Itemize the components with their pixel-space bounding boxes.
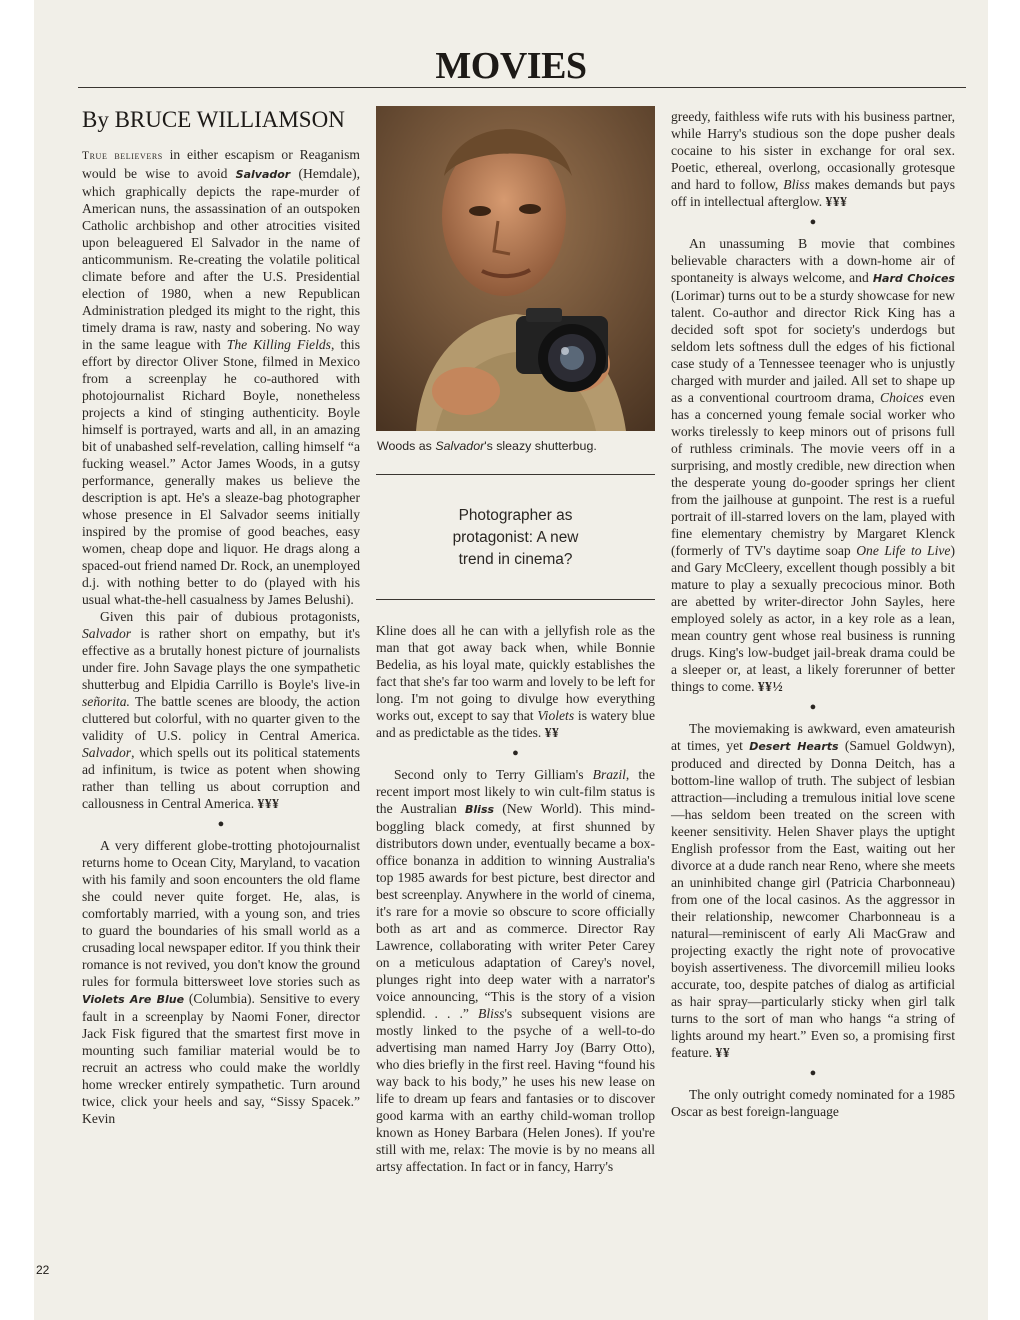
film-title-violets: Violets Are Blue (82, 993, 185, 1006)
magazine-page (34, 0, 988, 1320)
paragraph-violets (82, 837, 360, 1127)
paragraph-salvador-2 (82, 608, 360, 812)
text-run: , the recent import most likely to win cult-film status is the Australian (376, 767, 656, 816)
text-run: The battle scenes are bloody, the action cluttered but colorful, with no quarter given to the validity of U.S. policy in Central America. (82, 694, 360, 743)
section-separator: ● (809, 701, 817, 713)
photo-illustration (376, 106, 655, 431)
text-run: Given this pair of dubious protagonists, (100, 609, 360, 624)
film-title-italic: Bliss (783, 177, 810, 192)
rating-bliss: ¥¥¥ (825, 194, 848, 209)
title-rule (78, 87, 966, 88)
text-run: An unassuming B movie that combines believable characters with a down-home air of spontaneity is always welcome, and (671, 236, 955, 285)
paragraph-salvador-1 (82, 146, 360, 608)
section-title: MOVIES (435, 45, 587, 87)
lead-in: True believers (82, 150, 163, 162)
column-2 (376, 106, 655, 1175)
text-run: is watery blue and as predictable as the tides. (376, 708, 655, 740)
paragraph-violets-cont (376, 622, 655, 741)
text-run: Kline does all he can with a jellyfish role as the man that got away back when, while Bonnie Bedelia, as his loyal mate, quickly establishes the fact that she's far too warm and lovely to be left for long. I'm not going to divulge how everything works out, except to say that (376, 623, 655, 723)
text-run: greedy, faithless wife ruts with his business partner, while Harry's studious son the dope pusher deals cocaine to his sister in exchange for oral sex. Poetic, ethereal, overlong, occasionally grotesque and hard to follow, (671, 109, 955, 192)
section-separator: ● (217, 818, 225, 830)
film-title-italic: Choices (880, 390, 924, 405)
italic-word: señorita. (82, 694, 130, 709)
rating-desert-hearts: ¥¥ (715, 1045, 731, 1060)
paragraph-bliss (376, 766, 655, 1175)
film-title-italic: Violets (537, 708, 575, 723)
text-run: (New World). This mind-boggling black comedy, at first shunned by distributors down under, eventually became a box-office bonanza in addition to winning Australia's top 1985 awards for best picture, best director and best screenplay. Anywhere in the world of cinema, it's rare for a movie so obscure to score officially both as art and as commerce. Director Ray Lawrence, collaborating with writer Peter Carey on a meticulous adaptation of Carey's novel, plunges right into deep water with a narrator's voice announcing, “This is the story of a vision splendid. . . .” (376, 801, 656, 1021)
caption-text: Woods as (377, 439, 436, 453)
rating-violets: ¥¥ (544, 725, 560, 740)
text-run: 's subsequent visions are mostly linked to the psyche of a well-to-do advertising man named Harry Joy (Barry Otto), who dies briefly in the first reel. Having “found his way back to his body,” he uses his new lease on life to dream up fears and fantasies or to discover good karma with an earthy child-woman trollop known as Honey Barbara (Helen Jones). If you're still with me, relax: The movie is by no means all artsy affectation. In fact or in fancy, Harry's (376, 1006, 655, 1174)
byline: By BRUCE WILLIAMSON (82, 107, 345, 132)
film-title-italic: Bliss (478, 1006, 505, 1021)
text-run: A very different globe-trotting photojournalist returns home to Ocean City, Maryland, to vacation with his family and soon encounters the old flame she could never quite forget. He, alas, is comfortably married, with a young son, and tries to guard the boundaries of his small world as a crusading local newspaper editor. If you think their romance is not revived, you don't know the ground rules for formula bittersweet love stories such as (82, 838, 360, 989)
tv-title-italic: One Life to Live (856, 543, 951, 558)
caption-film: Salvador (435, 439, 485, 453)
film-title-salvador: Salvador (235, 168, 291, 181)
section-separator: ● (809, 216, 817, 228)
paragraph-hard-choices (671, 235, 955, 695)
text-run: even has a concerned young female social worker who works tirelessly to keep minors out of prisons full of ruthless criminals. The movie veers off in a surprising, and mostly credible, new direction when the desperate young do-gooder springs her client from the jailhouse at gunpoint. The rest is a rueful portrait of ill-starred lovers on the lam, played with fine elementary chemistry by Margaret Klenck (formerly of TV's daytime soap (671, 390, 955, 558)
text-run: Second only to Terry Gilliam's (394, 767, 593, 782)
caption-text: 's sleazy shutterbug. (484, 439, 597, 453)
paragraph-desert-hearts (671, 720, 955, 1061)
text-run: (Lorimar) turns out to be a sturdy showcase for new talent. Co-author and director Rick King has a decided soft spot for society's underdogs but seldom lets softness dull the edges of his fictional case study of a Tennessee teenager who is unjustly charged with murder and jailed. All set to shape up as a conventional courtroom drama, (671, 288, 955, 405)
text-run: , this effort by director Oliver Stone, filmed in Mexico from a screenplay he co-authored with photojournalist Richard Boyle, nonetheless projects a kind of stinging authenticity. Boyle himself is portrayed, warts and all, in an amazing bit of unabashed self-revelation, calling himself “a fucking weasel.” Actor James Woods, in a gutsy performance, generally makes us believe the description is apt. He's a sleaze-bag photographer whose presence in El Salvador seems initially inspired by the promise of good beaches, easy women, cheap dope and liquor. He drags along a spaced-out friend named Dr. Rock, an unemployed d.j. with nothing better to do (played with his usual what-the-hell casualness by James Belushi). (82, 337, 360, 607)
film-title-desert-hearts: Desert Hearts (749, 740, 839, 753)
photo-james-woods (376, 106, 655, 431)
text-run: in either escapism or Reaganism would be wise to avoid (82, 147, 360, 181)
rating-salvador: ¥¥¥ (257, 796, 280, 811)
text-run: , which spells out its political statements ad infinitum, is twice as potent when showing rather than telling us about corruption and callousness in Central America. (82, 745, 360, 811)
text-run: (Columbia). Sensitive to every fault in a screenplay by Naomi Foner, director Jack Fisk figured that the smartest first move in mounting such familiar material would be to recruit an actress who could make the worldly home wrecker entirely sympathetic. Turn around twice, click your heels and say, “Sissy Spacek.” Kevin (82, 991, 360, 1126)
film-title-hard-choices: Hard Choices (872, 272, 955, 285)
text-run: (Hemdale), which graphically depicts the rape-murder of American nuns, the assassination of an outspoken Catholic archbishop and other atrocities visited upon beleaguered El Salvador in the name of anticommunism. Re-creating the volatile political climate before and after the U.S. Presidential election of 1980, when a new Republican Administration pledged its might to the right, this timely drama is raw, nasty and sobering. No way in the same league with (82, 166, 360, 352)
text-run: The only outright comedy nominated for a 1985 Oscar as best foreign-language (671, 1087, 955, 1119)
text-run: is rather short on empathy, but it's effective as a brutally honest picture of journalists under fire. John Savage plays the one sympathetic shutterbug and Elpidia Carrillo is Boyle's live-in (82, 626, 360, 692)
paragraph-bliss-cont (671, 108, 955, 210)
text-run: The moviemaking is awkward, even amateurish at times, yet (671, 721, 955, 753)
text-run: makes demands but pays off in intellectual afterglow. (671, 177, 955, 209)
film-title-bliss: Bliss (465, 803, 495, 816)
paragraph-foreign-comedy (671, 1086, 955, 1120)
film-title-killing-fields: The Killing Fields (226, 337, 331, 352)
pullquote: Photographer as protagonist: A new trend in cinema? (452, 507, 579, 568)
section-separator: ● (809, 1067, 817, 1079)
section-separator: ● (512, 747, 519, 759)
film-title-brazil: Brazil (592, 767, 626, 782)
column-3 (671, 108, 955, 1120)
rating-hard-choices: ¥¥½ (757, 679, 784, 694)
photo-caption (377, 438, 655, 454)
film-title-italic: Salvador (82, 626, 132, 641)
page-number: 22 (36, 1263, 50, 1277)
text-run: ) and Gary McCleery, excellent though possibly a bit mature to play a sexually precocious minor. Both are abetted by writer-director John Sayles, here employed solely as actor, in a key role as a lean, mean country gent whose real business is running drugs. King's low-budget jail-break drama could be a sleeper or, at least, a likely forerunner of better things to come. (671, 543, 955, 694)
film-title-italic: Salvador (82, 745, 132, 760)
column-1 (82, 106, 360, 1127)
text-run: (Samuel Goldwyn), produced and directed by Donna Deitch, has a bottom-line wallop of truth. The subject of lesbian attraction—including a tremulous initial love scene—has seldom been treated on the screen with keener sensitivity. Helen Shaver plays the uptight English professor from the East, waiting out her divorce at a dude ranch near Reno, where she meets an uninhibited change girl (Patricia Charbonneau) from one of the local casinos. As the aggressor in their relationship, newcomer Charbonneau is a natural—reminiscent of early Ali MacGraw and projecting exactly the right note of provocative boyish assertiveness. The divorcemill milieu looks accurate, too, despite patches of dialog as artificial as hair spray—particularly sticky when girl talk turns to the sort of man who hangs “a string of lights around my heart.” Even so, a promising first feature. (671, 738, 955, 1060)
